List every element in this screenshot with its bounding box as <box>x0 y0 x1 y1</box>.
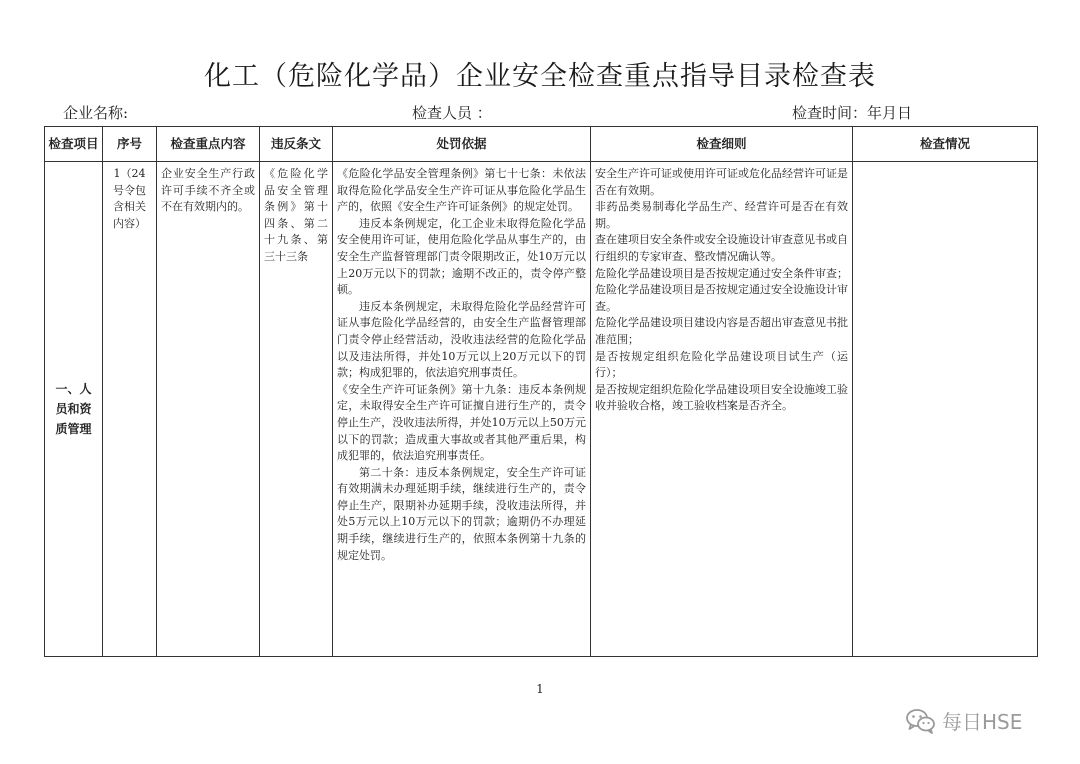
watermark-text: 每日HSE <box>942 710 1023 734</box>
page-number: 1 <box>536 682 544 696</box>
detail-item: 是否按规定组织危险化学品建设项目试生产（运行）； <box>595 349 848 380</box>
header-seq: 序号 <box>103 127 157 162</box>
cell-focus: 企业安全生产行政许可手续不齐全或不在有效期内的。 <box>157 162 260 657</box>
cell-status <box>853 162 1038 657</box>
header-violation: 违反条文 <box>260 127 333 162</box>
header-basis: 处罚依据 <box>333 127 591 162</box>
page-title: 化工（危险化学品）企业安全检查重点指导目录检查表 <box>204 61 876 92</box>
cell-category: 一、人员和资质管理 <box>45 162 103 657</box>
detail-item: 安全生产许可证或使用许可证或危化品经营许可证是否在有效期。 <box>595 167 848 197</box>
cell-basis <box>333 162 591 657</box>
detail-item: 非药品类易制毒化学品生产、经营许可是否在有效期。 <box>595 200 848 230</box>
cell-details <box>591 162 853 657</box>
detail-item: 危险化学品建设项目是否按规定通过安全条件审查； <box>595 266 848 280</box>
table-header-row <box>45 127 1038 162</box>
detail-item: 查在建项目安全条件或安全设施设计审查意见书或自行组织的专家审查、整改情况确认等。 <box>595 233 848 263</box>
detail-item: 危险化学品建设项目是否按规定通过安全设施设计审查。 <box>595 283 848 313</box>
inspector-label: 检查人员 ： <box>412 104 492 122</box>
cell-seq: 1（24号令包含相关内容） <box>103 162 157 657</box>
basis-paragraph: 《安全生产许可证条例》第十九条：违反本条例规定，未取得安全生产许可证擅自进行生产的，责令停止生产，没收违法所得，并处10万元以上50万元以下的罚款；造成重大事故或者其他严重后果，构成犯罪的，依法追究刑事责任。 <box>337 382 586 463</box>
detail-item: 危险化学品建设项目建设内容是否超出审查意见书批准范围； <box>595 316 848 346</box>
wechat-icon <box>906 708 936 734</box>
inspection-time-label: 检查时间：年月日 <box>792 104 913 122</box>
header-category: 检查项目 <box>45 127 103 162</box>
enterprise-name-label: 企业名称: <box>63 104 129 122</box>
watermark <box>906 706 1022 735</box>
table-row <box>45 162 1038 657</box>
detail-item: 是否按规定组织危险化学品建设项目安全设施竣工验收并验收合格，竣工验收档案是否齐全。 <box>595 382 848 413</box>
basis-paragraph: 违反本条例规定，未取得危险化学品经营许可证从事危险化学品经营的，由安全生产监督管理部门责令停止经营活动，没收违法经营的危险化学品以及违法所得，并处10万元以上20万元以下的罚款；构成犯罪的，依法追究刑事责任。 <box>337 299 586 380</box>
basis-paragraph: 违反本条例规定，化工企业未取得危险化学品安全使用许可证，使用危险化学品从事生产的，由安全生产监督管理部门责令限期改正，处10万元以上20万元以下的罚款；逾期不改正的，责令停产整顿。 <box>337 216 586 297</box>
basis-paragraph: 第二十条：违反本条例规定，安全生产许可证有效期满未办理延期手续，继续进行生产的，责令停止生产，限期补办延期手续，没收违法所得，并处5万元以上10万元以下的罚款；逾期仍不办理延期手续，继续进行生产的，依照本条例第十九条的规定处罚。 <box>337 465 586 562</box>
inspection-table <box>44 126 1038 657</box>
header-status: 检查情况 <box>853 127 1038 162</box>
header-focus: 检查重点内容 <box>157 127 260 162</box>
cell-violation: 《危险化学品安全管理条例》第十四条、第二十九条、第三十三条 <box>260 162 333 657</box>
header-details: 检查细则 <box>591 127 853 162</box>
basis-paragraph: 《危险化学品安全管理条例》第七十七条：未依法取得危险化学品安全生产许可证从事危险化学品生产的，依照《安全生产许可证条例》的规定处罚。 <box>337 167 586 214</box>
